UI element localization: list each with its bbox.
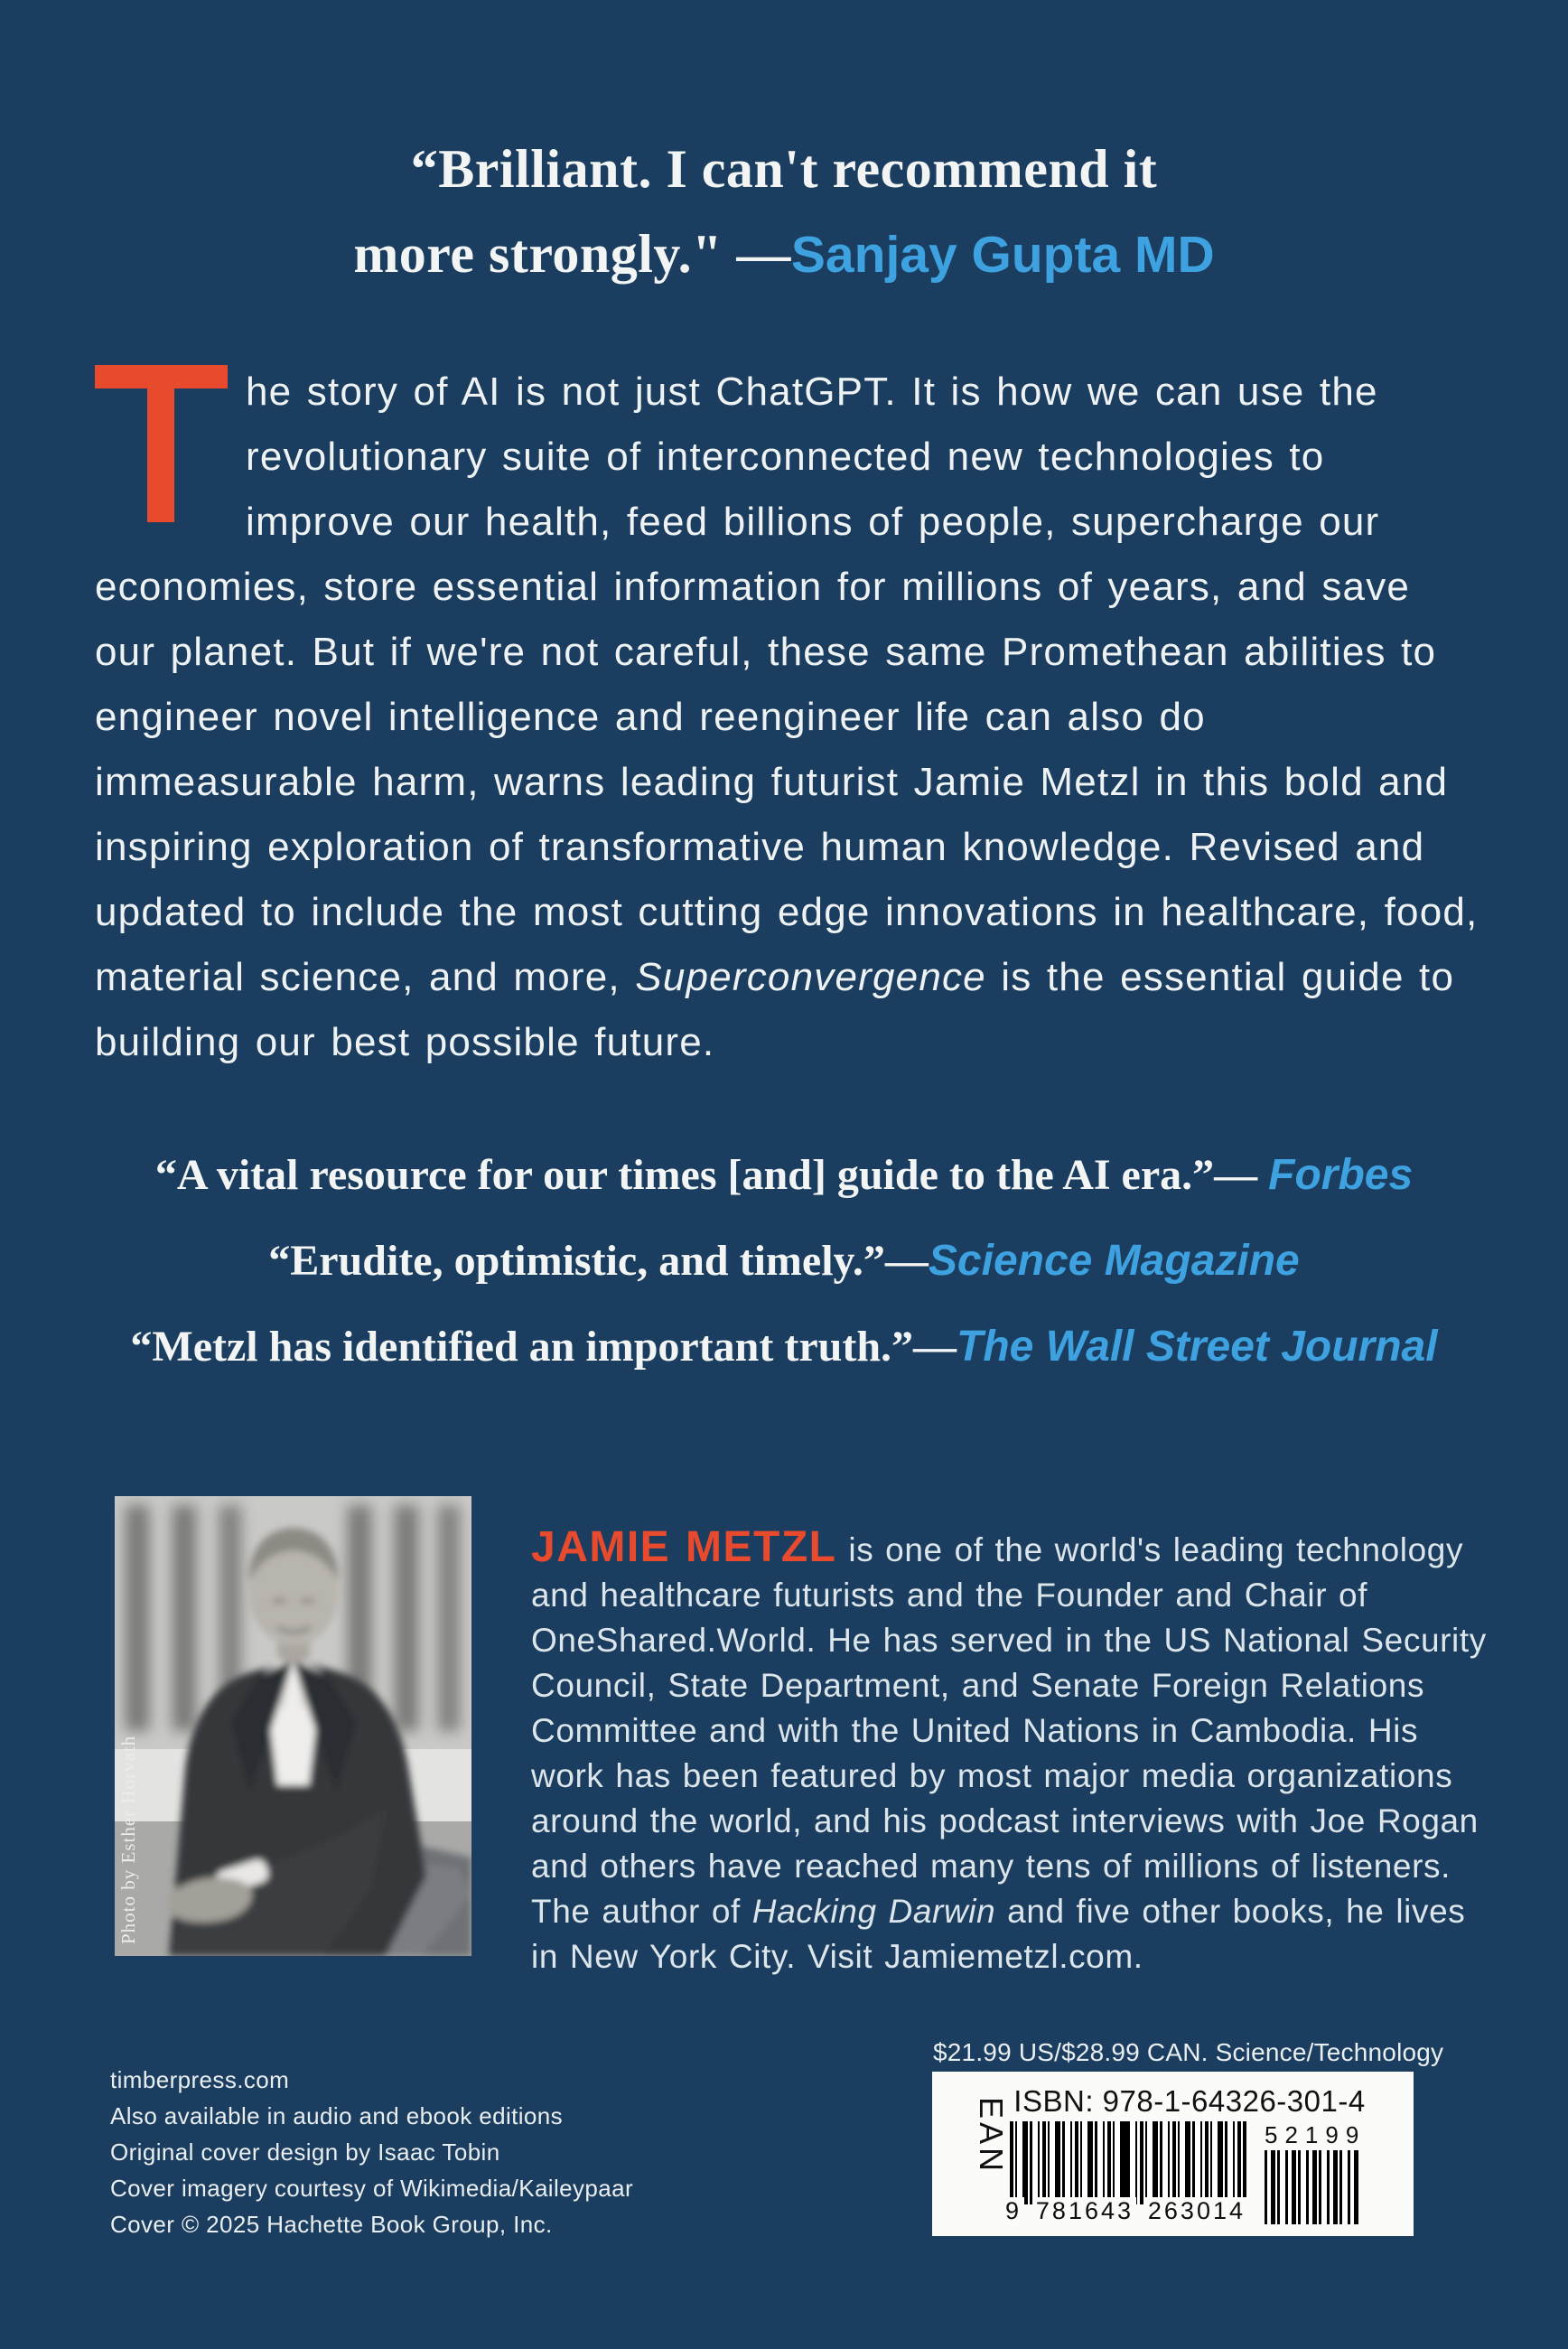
barcode-block bbox=[932, 2072, 1414, 2236]
isbn-number: ISBN: 978-1-64326-301-4 bbox=[1013, 2084, 1366, 2118]
cover-imagery-credit: Cover imagery courtesy of Wikimedia/Kaileypaar bbox=[110, 2175, 634, 2202]
drop-cap-letter-t bbox=[95, 365, 228, 522]
ean-label: EAN bbox=[973, 2096, 1011, 2176]
endorsement-quote-line1: “Brilliant. I can't recommend it bbox=[410, 139, 1158, 199]
press-quotes bbox=[54, 1132, 1514, 1390]
photo-credit: Photo by Esther Horvath bbox=[117, 1735, 139, 1944]
barcode-bars bbox=[1010, 2121, 1246, 2204]
ean13-barcode bbox=[1003, 2121, 1248, 2224]
book-title-italic: Superconvergence bbox=[635, 955, 986, 999]
price-supplement-barcode bbox=[1265, 2121, 1367, 2224]
price-category-line: $21.99 US/$28.99 CAN. Science/Technology bbox=[933, 2038, 1444, 2066]
press-source-science-magazine: Science Magazine bbox=[928, 1237, 1300, 1285]
bio-book-title-italic: Hacking Darwin bbox=[751, 1893, 996, 1930]
publisher-website: timberpress.com bbox=[110, 2066, 290, 2093]
press-quote-wsj: “Metzl has identified an important truth.”—The Wall Street Journal bbox=[130, 1323, 1438, 1371]
publisher-info bbox=[110, 2062, 633, 2242]
author-photo bbox=[115, 1496, 471, 1956]
author-bio bbox=[531, 1525, 1487, 1979]
synopsis-text-1: he story of AI is not just ChatGPT. It is how we can use the revolutionary suite of interconnected new technologies to improve our health, feed billions of people, supercharge our economies, store essential information for millions of years, and save our planet. But if we're not careful, these same Promethean abilities to engineer novel intelligence and reengineer life can also do immeasurable harm, warns leading futurist Jamie Metzl in this bold and inspiring exploration of transformative human knowledge. Revised and updated to include the most cutting edge innovations in healthcare, food, material science, and more, bbox=[95, 370, 1479, 999]
press-quote-science-magazine: “Erudite, optimistic, and timely.”—Science Magazine bbox=[268, 1237, 1300, 1285]
endorsement-quote bbox=[0, 126, 1568, 297]
editions-note: Also available in audio and ebook editions bbox=[110, 2102, 564, 2129]
press-source-wsj: The Wall Street Journal bbox=[957, 1323, 1438, 1371]
press-quote-forbes: “A vital resource for our times [and] guide to the AI era.”— Forbes bbox=[154, 1151, 1414, 1199]
bio-text-1: is one of the world's leading technology and healthcare futurists and the Founder and Chair of OneShared.World. He has served in the US National Security Council, State Department, and Senate Foreign Relations Committee and with the United Nations in Cambodia. His work has been featured by most major media organizations around the world, and his podcast interviews with Joe Rogan and others have reached many tens of millions of listeners. The author of bbox=[531, 1531, 1487, 1930]
press-source-forbes: Forbes bbox=[1268, 1151, 1414, 1199]
supplement-bars bbox=[1265, 2150, 1358, 2224]
cover-design-credit: Original cover design by Isaac Tobin bbox=[110, 2138, 500, 2166]
endorsement-quote-line2: more strongly." —Sanjay Gupta MD bbox=[353, 224, 1215, 284]
barcode-digits: 9 781643 263014 bbox=[1003, 2197, 1248, 2225]
synopsis-paragraph bbox=[95, 360, 1479, 1075]
bio-text-2: and five other books, he lives in New York City. Visit Jamiemetzl.com. bbox=[531, 1893, 1466, 1975]
synopsis-text-2: is the essential guide to building our best possible future. bbox=[95, 955, 1455, 1064]
author-name: JAMIE METZL bbox=[531, 1523, 837, 1571]
endorsement-attribution: Sanjay Gupta MD bbox=[790, 226, 1215, 284]
cover-copyright: Cover © 2025 Hachette Book Group, Inc. bbox=[110, 2211, 553, 2238]
supplement-code: 52199 bbox=[1265, 2121, 1367, 2148]
